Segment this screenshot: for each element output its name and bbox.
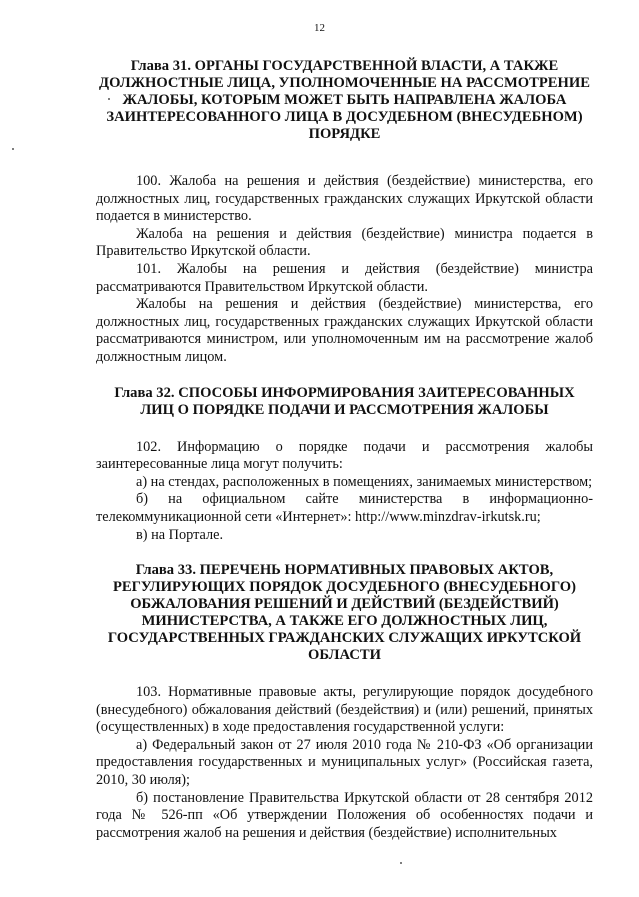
scan-speck [108,98,110,100]
paragraph-102-b: б) на официальном сайте министерства в информационно-телекоммуникационной сети «Интернет»: http://www.minzdrav-irkutsk.ru; [96,491,593,525]
chapter-32-heading: Глава 32. СПОСОБЫ ИНФОРМИРОВАНИЯ ЗАИТЕРЕСОВАННЫХ ЛИЦ О ПОРЯДКЕ ПОДАЧИ И РАССМОТРЕНИЯ ЖАЛОБЫ [114,384,575,418]
page-number: 12 [314,22,325,34]
scan-speck [400,862,402,864]
paragraph-103-a: а) Федеральный закон от 27 июля 2010 года № 210-ФЗ «Об организации предоставления государственных и муниципальных услуг» (Российская газета, 2010, 30 июля); [96,736,593,789]
paragraph-102-c: в) на Портале. [136,526,224,543]
paragraph-102: 102. Информацию о порядке подачи и рассмотрения жалобы заинтересованные лица могут получить: [96,438,593,473]
page-content [96,58,593,842]
scan-speck [12,148,14,150]
paragraph-101: 101. Жалобы на решения и действия (бездействие) министра рассматриваются Правительством Иркутской области. [96,260,593,295]
paragraph-103-b: б) постановление Правительства Иркутской области от 28 сентября 2012 года № 526-пп «Об утверждении Положения об особенностях подачи и рассмотрения жалоб на решения и действия (бездействие) исполнительных [96,789,593,841]
chapter-33-heading: Глава 33. ПЕРЕЧЕНЬ НОРМАТИВНЫХ ПРАВОВЫХ АКТОВ, РЕГУЛИРУЮЩИХ ПОРЯДОК ДОСУДЕБНОГО (ВНЕСУДЕБНОГО) ОБЖАЛОВАНИЯ РЕШЕНИЙ И ДЕЙСТВИЙ (БЕЗДЕЙСТВИЙ) МИНИСТЕРСТВА, А ТАКЖЕ ЕГО ДОЛЖНОСТНЫХ ЛИЦ, ГОСУДАРСТВЕННЫХ ГРАЖДАНСКИХ СЛУЖАЩИХ ИРКУТСКОЙ ОБЛАСТИ [107,562,582,664]
paragraph-102-a: а) на стендах, расположенных в помещениях, занимаемых министерством; [136,473,593,490]
paragraph-100: 100. Жалоба на решения и действия (бездействие) министерства, его должностных лиц, государственных гражданских служащих Иркутской области подается в министерство. [96,173,593,225]
paragraph-100-minister: Жалоба на решения и действия (бездействие) министра подается в Правительство Иркутской области. [96,225,593,260]
chapter-31-heading: Глава 31. ОРГАНЫ ГОСУДАРСТВЕННОЙ ВЛАСТИ, А ТАКЖЕ ДОЛЖНОСТНЫЕ ЛИЦА, УПОЛНОМОЧЕННЫЕ НА РАССМОТРЕНИЕ ЖАЛОБЫ, КОТОРЫМ МОЖЕТ БЫТЬ НАПРАВЛЕНА ЖАЛОБА ЗАИНТЕРЕСОВАННОГО ЛИЦА В ДОСУДЕБНОМ (ВНЕСУДЕБНОМ) ПОРЯДКЕ [99,58,590,142]
paragraph-103: 103. Нормативные правовые акты, регулирующие порядок досудебного (внесудебного) обжалования действий (бездействия) и (или) решений, принятых (осуществленных) в ходе предоставления государственной услуги: [96,684,593,736]
paragraph-101-ministry: Жалобы на решения и действия (бездействие) министерства, его должностных лиц, государственных гражданских служащих Иркутской области рассматриваются министром, или уполномоченным им на рассмотрение жалоб должностным лицом. [96,296,593,365]
